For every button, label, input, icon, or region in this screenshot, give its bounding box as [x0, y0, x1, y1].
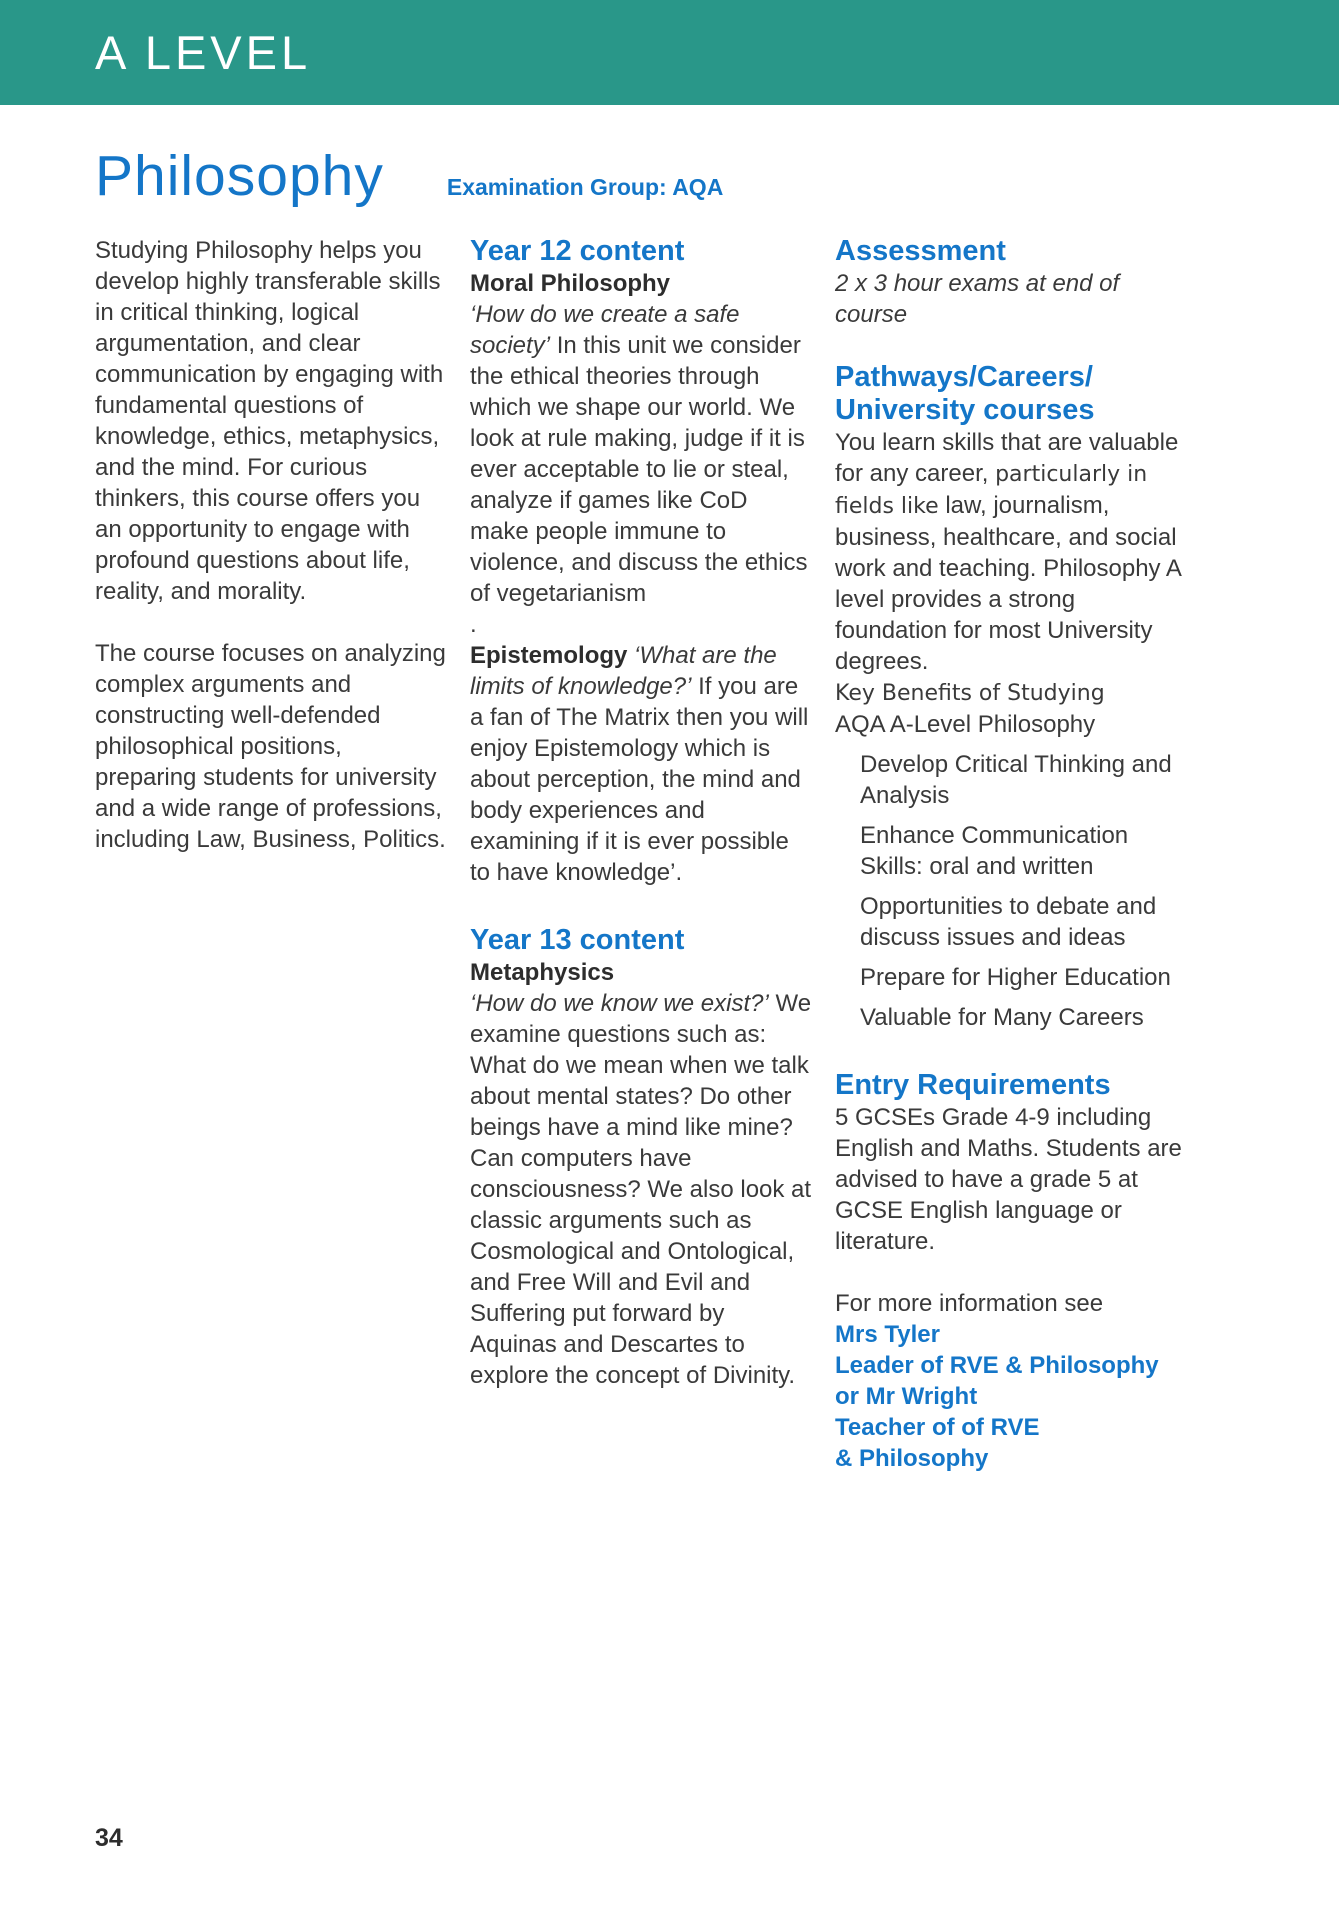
benefit-item: Valuable for Many Careers — [860, 1004, 1144, 1031]
contact-role-2-line2: & Philosophy — [835, 1445, 989, 1472]
intro-paragraph-2: The course focuses on analyzing complex arguments and constructing well-defended philosophical positions, preparing students for university and a wide range of professions, including Law, Business, Politics. — [95, 640, 446, 853]
banner-label: A LEVEL — [95, 26, 312, 79]
year-12-heading: Year 12 content — [470, 235, 685, 267]
metaphysics-paragraph — [470, 988, 812, 1391]
spacer — [95, 607, 447, 638]
course-content-column — [470, 235, 812, 1391]
moral-philosophy-paragraph — [470, 299, 812, 609]
key-benefits-line2: AQA A-Level Philosophy — [835, 711, 1096, 738]
top-banner — [0, 0, 1339, 105]
epistemology-paragraph — [470, 640, 812, 888]
moral-philosophy-text: In this unit we consider the ethical theories through which we shape our world. We look at rule making, judge if it is ever acceptable to lie or steal, analyze if games like CoD make people immune to violence, and discuss the ethics of vegetarianism — [470, 332, 808, 607]
benefit-item: Prepare for Higher Education — [860, 964, 1171, 991]
epistemology-label: Epistemology — [470, 642, 628, 669]
pathways-text-alt: particularly in fields like — [835, 462, 1148, 519]
benefit-item: Opportunities to debate and discuss issues and ideas — [860, 893, 1157, 951]
stray-period: . — [470, 611, 477, 638]
intro-paragraph-1: Studying Philosophy helps you develop highly transferable skills in critical thinking, logical argumentation, and clear communication by engaging with fundamental questions of knowledge, ethics, metaphysics, and the mind. For curious thinkers, this course offers you an opportunity to engage with profound questions about life, reality, and morality. — [95, 237, 444, 605]
assessment-heading: Assessment — [835, 235, 1006, 267]
pathways-paragraph — [835, 427, 1187, 677]
moral-philosophy-quote: ‘How do we create a safe society’ — [470, 301, 740, 359]
more-info-text: For more information see — [835, 1290, 1104, 1317]
entry-requirements-text: 5 GCSEs Grade 4-9 including English and Maths. Students are advised to have a grade 5 at GCSE English language or literature. — [835, 1104, 1182, 1255]
moral-philosophy-subheading: Moral Philosophy — [470, 270, 671, 297]
metaphysics-text: We examine questions such as: What do we mean when we talk about mental states? Do other beings have a mind like mine? Can computers have consciousness? We also look at classic arguments such as Cosmological and Ontological, and Free Will and Evil and Suffering put forward by Aquinas and Descartes to explore the concept of Divinity. — [470, 990, 812, 1389]
contact-name-1: Mrs Tyler — [835, 1321, 940, 1348]
benefit-item: Enhance Communication Skills: oral and written — [860, 822, 1129, 880]
year-13-heading: Year 13 content — [470, 924, 685, 956]
entry-requirements-heading: Entry Requirements — [835, 1069, 1111, 1101]
epistemology-quote: ‘What are the limits of knowledge?’ — [470, 642, 777, 700]
contact-role-1: Leader of RVE & Philosophy — [835, 1352, 1159, 1379]
metaphysics-subheading: Metaphysics — [470, 959, 615, 986]
spacer — [835, 1257, 1187, 1288]
pathways-heading — [835, 361, 1187, 427]
pathways-text-2: law, journalism, business, healthcare, and social work and teaching. Philosophy A level provides a strong foundation for most University degrees. — [835, 492, 1181, 675]
metaphysics-quote: ‘How do we know we exist?’ — [470, 990, 769, 1017]
benefits-list — [835, 749, 1187, 1033]
intro-column — [95, 235, 447, 855]
info-column — [835, 235, 1187, 1474]
key-benefits-line1: Key Benefits of Studying — [835, 681, 1105, 706]
title-row — [95, 143, 1339, 209]
benefit-item: Develop Critical Thinking and Analysis — [860, 751, 1172, 809]
epistemology-text: If you are a fan of The Matrix then you will enjoy Epistemology which is about perception, the mind and body experiences and examining if it is ever possible to have knowledge’. — [470, 673, 809, 886]
key-benefits-paragraph — [835, 677, 1187, 740]
spacer — [470, 888, 812, 924]
exam-group-label: Examination Group: AQA — [446, 174, 724, 200]
page-title: Philosophy — [95, 144, 384, 208]
spacer — [835, 1033, 1187, 1069]
contact-name-2: or Mr Wright — [835, 1383, 978, 1410]
page-number: 34 — [95, 1824, 123, 1852]
content-columns — [0, 235, 1339, 1474]
pathways-text-1: You learn skills that are valuable for any career, — [835, 429, 1179, 487]
contact-role-2-line1: Teacher of of RVE — [835, 1414, 1040, 1441]
pathways-heading-line2: University courses — [835, 394, 1095, 426]
spacer — [835, 330, 1187, 361]
assessment-text: 2 x 3 hour exams at end of course — [835, 270, 1120, 328]
pathways-heading-line1: Pathways/Careers/ — [835, 361, 1093, 393]
